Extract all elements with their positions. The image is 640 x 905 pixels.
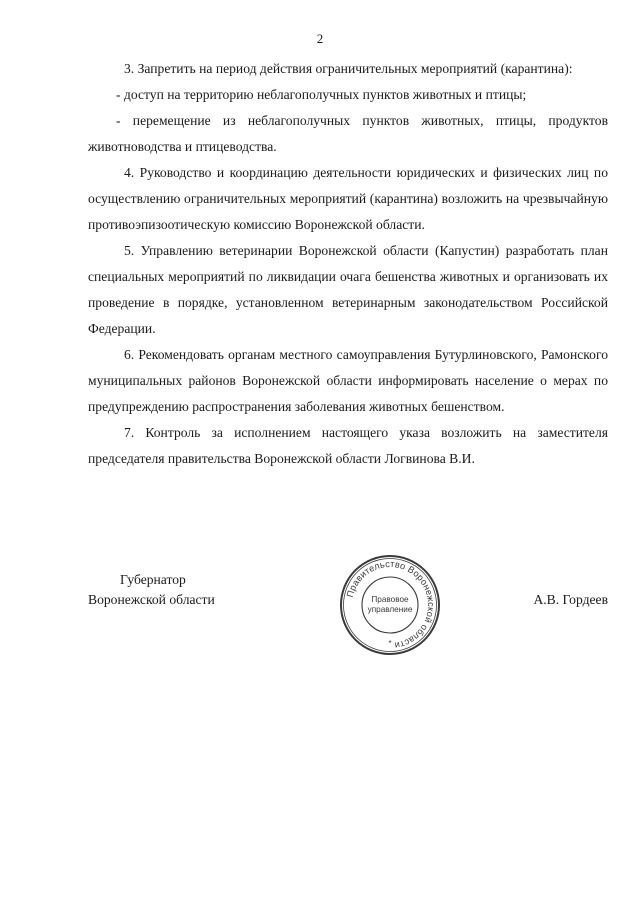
page-number: 2 (316, 31, 324, 46)
paragraph-3: 3. Запретить на период действия ограничительных мероприятий (карантина): (124, 61, 573, 76)
paragraph-4: 4. Руководство и координацию деятельности юридических и физических лиц по осуществлению ограничительных мероприятий (карантина) возложить на чрезвычайную противоэпизоотическую комиссию Воронежской области. (88, 165, 608, 232)
stamp-seal (338, 553, 442, 657)
paragraph-5: 5. Управлению ветеринарии Воронежской области (Капустин) разработать план специальных мероприятий по ликвидации очага бешенства животных и организовать их проведение в порядке, установленном ветеринарным законодательством Российской Федерации. (88, 243, 608, 336)
stamp-star-icon: * (388, 639, 392, 648)
paragraph-3-item-access: - доступ на территорию неблагополучных пунктов животных и птицы; (116, 87, 527, 102)
signatory-title-line1: Губернатор (120, 572, 186, 587)
official-stamp (338, 553, 442, 657)
stamp-inner-line2: управление (367, 605, 413, 614)
stamp-inner-line1: Правовое (371, 595, 409, 604)
stamp-outer-text: Правительство Воронежской области (344, 558, 437, 651)
paragraph-7: 7. Контроль за исполнением настоящего указа возложить на заместителя председателя правительства Воронежской области Логвинова В.И. (88, 425, 608, 466)
paragraph-6: 6. Рекомендовать органам местного самоуправления Бутурлиновского, Рамонского муниципальных районов Воронежской области информировать население о мерах по предупреждению распространения заболевания животных бешенством. (88, 347, 608, 414)
signatory-title (88, 570, 258, 610)
signatory-title-line2: Воронежской области (88, 592, 215, 607)
document-body (88, 56, 608, 472)
paragraph-3-item-movement: - перемещение из неблагополучных пунктов животных, птицы, продуктов животноводства и птицеводства. (88, 113, 608, 154)
signatory-name: А.В. Гордеев (533, 592, 608, 607)
